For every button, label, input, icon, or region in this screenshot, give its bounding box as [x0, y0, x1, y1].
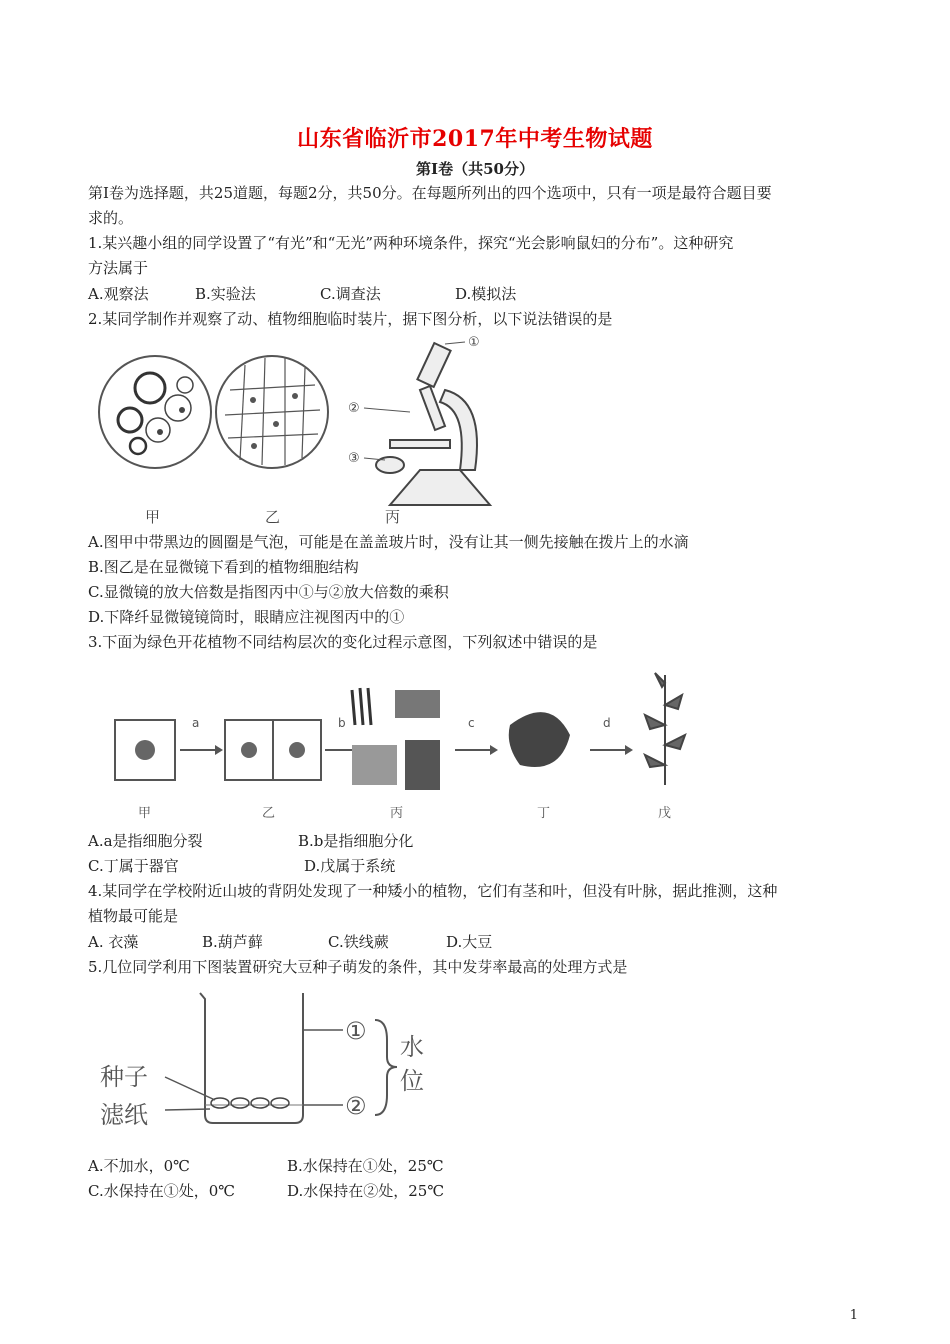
- q1-option-c: C.调查法: [320, 285, 381, 303]
- structure-levels-figure: [90, 655, 710, 825]
- section-heading: 第Ⅰ卷（共50分）: [416, 160, 534, 178]
- label-a: a: [192, 716, 200, 730]
- q4-option-d: D.大豆: [446, 933, 493, 951]
- q5-stem: 5.几位同学利用下图装置研究大豆种子萌发的条件，其中发芽率最高的处理方式是: [88, 958, 628, 976]
- q1-option-a: A.观察法: [88, 285, 149, 303]
- label-d: d: [603, 716, 611, 730]
- q5-option-d: D.水保持在②处，25℃: [287, 1182, 445, 1200]
- q3-stem: 3.下面为绿色开花植物不同结构层次的变化过程示意图，下列叙述中错误的是: [88, 633, 598, 651]
- beaker-figure: [95, 985, 435, 1135]
- q1-stem-line-2: 方法属于: [88, 259, 149, 277]
- label-ding: 丁: [537, 806, 551, 821]
- q2-option-d: D.下降纤显微镜镜筒时，眼睛应注视图丙中的①: [88, 608, 405, 626]
- instructions-line-1: 第Ⅰ卷为选择题，共25道题，每题2分，共50分。在每题所列出的四个选项中，只有一项是最符合题目要: [88, 184, 772, 202]
- q2-option-c: C.显微镜的放大倍数是指图丙中①与②放大倍数的乘积: [88, 583, 449, 601]
- q3-option-d: D.戊属于系统: [304, 857, 396, 875]
- q2-option-a: A.图甲中带黑边的圆圈是气泡，可能是在盖盖玻片时，没有让其一侧先接触在拨片上的水滴: [88, 533, 689, 551]
- label-1: ①: [345, 1017, 367, 1045]
- label-jia: 甲: [145, 508, 161, 526]
- q1-option-d: D.模拟法: [455, 285, 517, 303]
- label-b: b: [338, 716, 346, 730]
- q5-option-c: C.水保持在①处，0℃: [88, 1182, 236, 1200]
- q4-stem-line-1: 4.某同学在学校附近山坡的背阴处发现了一种矮小的植物，它们有茎和叶，但没有叶脉，据此推测，这种: [88, 882, 778, 900]
- label-3: ③: [348, 451, 360, 466]
- q4-option-a: A. 衣藻: [88, 933, 139, 951]
- q1-stem-line-1: 1.某兴趣小组的同学设置了“有光”和“无光”两种环境条件，探究“光会影响鼠妇的分布”。这种研究: [88, 234, 734, 252]
- page-number: 1: [849, 1308, 858, 1323]
- label-filter-paper: 滤纸: [100, 1101, 148, 1129]
- q4-option-c: C.铁线蕨: [328, 933, 389, 951]
- q2-stem: 2.某同学制作并观察了动、植物细胞临时装片，据下图分析，以下说法错误的是: [88, 310, 613, 328]
- microscope-figure: [90, 330, 510, 530]
- q4-option-b: B.葫芦藓: [202, 933, 263, 951]
- instructions-line-2: 求的。: [88, 209, 134, 227]
- label-c: c: [468, 716, 475, 730]
- label-yi: 乙: [265, 508, 281, 526]
- label-2: ②: [348, 401, 360, 416]
- label-seed: 种子: [100, 1063, 148, 1091]
- label-bing: 丙: [390, 806, 404, 821]
- q4-stem-line-2: 植物最可能是: [88, 907, 179, 925]
- q5-option-a: A.不加水，0℃: [88, 1157, 190, 1175]
- label-level: 位: [400, 1067, 424, 1095]
- label-1: ①: [468, 335, 480, 350]
- label-yi: 乙: [262, 806, 276, 821]
- q1-option-b: B.实验法: [195, 285, 256, 303]
- q3-option-b: B.b是指细胞分化: [298, 832, 414, 850]
- q5-option-b: B.水保持在①处，25℃: [287, 1157, 444, 1175]
- label-water: 水: [400, 1033, 424, 1061]
- label-2: ②: [345, 1092, 367, 1120]
- q3-option-a: A.a是指细胞分裂: [88, 832, 203, 850]
- q3-option-c: C.丁属于器官: [88, 857, 179, 875]
- exam-title: 山东省临沂市2017年中考生物试题: [297, 126, 653, 152]
- label-bing: 丙: [385, 508, 401, 526]
- q2-option-b: B.图乙是在显微镜下看到的植物细胞结构: [88, 558, 359, 576]
- label-jia: 甲: [138, 806, 152, 821]
- label-wu: 戊: [658, 806, 672, 821]
